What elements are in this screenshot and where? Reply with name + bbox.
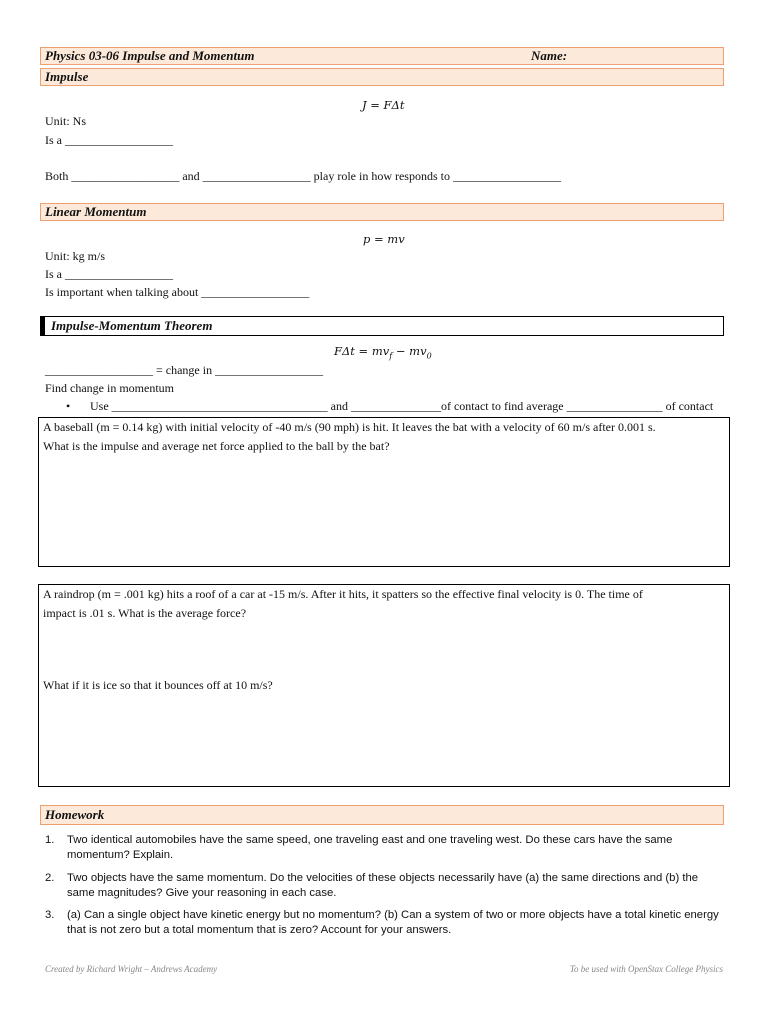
homework-number: 3. [45, 909, 55, 921]
linear-momentum-heading: Linear Momentum [40, 203, 724, 221]
homework-number: 1. [45, 834, 55, 846]
impulse-is-a: Is a __________________ [45, 133, 173, 147]
impulse-equation: J = FΔt [362, 98, 405, 112]
problem-box-raindrop [38, 584, 730, 787]
problem2-line1: A raindrop (m = .001 kg) hits a roof of a car at -15 m/s. After it hits, it spatters so the effective final velocity is 0. The time of [43, 587, 643, 601]
impulse-both: Both __________________ and __________________ play role in how responds to __________________ [45, 169, 561, 183]
homework-text: (a) Can a single object have kinetic energy but no momentum? (b) Can a system of two or more objects have a total kinetic energy that is not zero but a total momentum that is zero? Account for your answers. [67, 909, 719, 936]
impulse-heading: Impulse [40, 68, 724, 86]
problem-box-baseball [38, 417, 730, 567]
momentum-unit: Unit: kg m/s [45, 249, 106, 263]
problem1-line1: A baseball (m = 0.14 kg) with initial velocity of -40 m/s (90 mph) is hit. It leaves the bat with a velocity of 60 m/s after 0.001 s. [43, 420, 656, 434]
theorem-find: Find change in momentum [45, 381, 174, 395]
footer-source: To be used with OpenStax College Physics [569, 964, 723, 974]
homework-number: 2. [45, 872, 55, 884]
homework-text: Two identical automobiles have the same speed, one traveling east and one traveling west. Do these cars have the same momentum? Explain. [67, 834, 673, 861]
impulse-unit: Unit: Ns [45, 114, 87, 128]
theorem-equation [334, 344, 432, 360]
theorem-eq-mid: − mv [392, 344, 427, 358]
worksheet-title: Physics 03-06 Impulse and Momentum [45, 48, 255, 63]
momentum-equation: p = mv [363, 232, 405, 246]
problem2-line3: What if it is ice so that it bounces off at 10 m/s? [43, 678, 273, 692]
bullet-dot: • [66, 399, 71, 413]
homework-text: Two objects have the same momentum. Do the velocities of these objects necessarily have (a) the same directions and (b) the same magnitudes? Give your reasoning in each case. [67, 872, 699, 899]
problem2-line2: impact is .01 s. What is the average force? [43, 606, 247, 620]
theorem-eq-lhs: FΔt = mv [334, 344, 390, 358]
theorem-eq-sub-0: 0 [426, 351, 432, 361]
name-field-label: Name: [531, 48, 568, 63]
theorem-change: __________________ = change in __________________ [45, 363, 324, 377]
problem1-line2: What is the impulse and average net force applied to the ball by the bat? [43, 439, 390, 453]
momentum-is-a: Is a __________________ [45, 267, 173, 281]
theorem-bullet-text: Use ____________________________________ and _______________of contact to find average ________________ of contact [90, 399, 714, 413]
footer-credit: Created by Richard Wright – Andrews Academy [45, 964, 218, 974]
theorem-eq-sub-f: f [389, 351, 393, 361]
homework-heading: Homework [40, 805, 724, 825]
header-bar [40, 47, 724, 65]
momentum-important: Is important when talking about __________________ [45, 285, 310, 299]
theorem-heading: Impulse-Momentum Theorem [40, 316, 724, 336]
